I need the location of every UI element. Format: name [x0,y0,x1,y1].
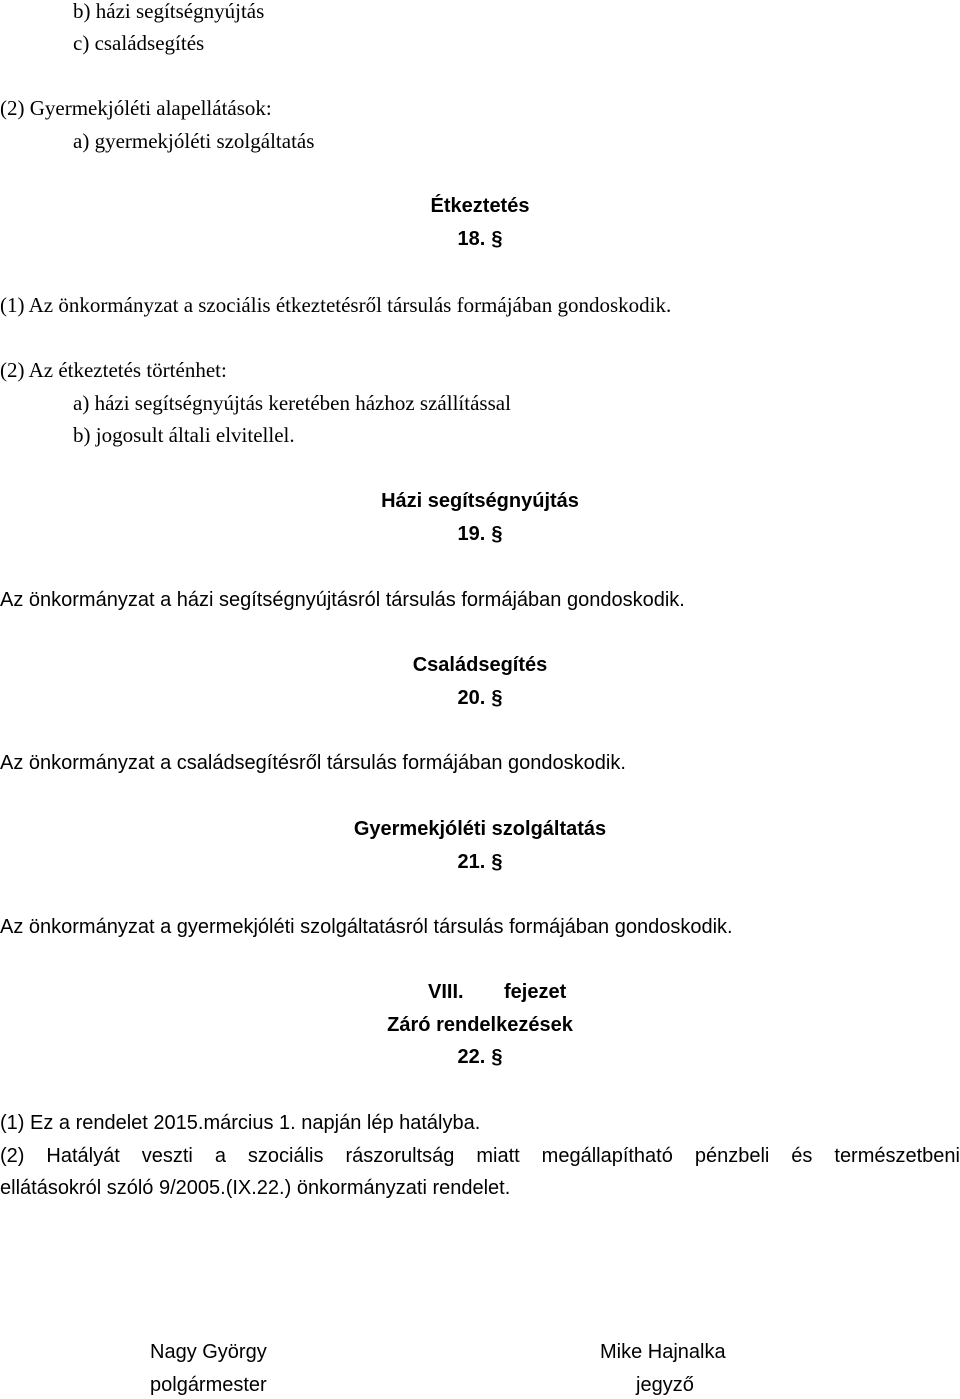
section-20-title: Családsegítés [412,654,548,676]
section-19-title: Házi segítségnyújtás [381,490,579,512]
section-18-para-1: (1) Az önkormányzat a szociális étkeztetésről társulás formájában gondoskodik. [0,293,672,317]
mayor-title: polgármester [150,1374,267,1396]
child-welfare-heading: (2) Gyermekjóléti alapellátások: [0,96,272,120]
list-item-b: b) házi segítségnyújtás [73,0,265,23]
section-20-number [0,684,960,712]
child-welfare-item-a: a) gyermekjóléti szolgáltatás [73,129,315,153]
chapter-numeral: VIII. [428,981,464,1003]
section-19-text: Az önkormányzat a házi segítségnyújtásról társulás formájában gondoskodik. [0,589,685,611]
section-18-para-2-b: b) jogosult általi elvitellel. [73,423,295,447]
section-18-para-2-a: a) házi segítségnyújtás keretében házhoz szállítással [73,391,511,415]
section-18-title: Étkeztetés [430,195,530,217]
mayor-name: Nagy György [150,1341,267,1363]
section-number: 22. [457,1046,486,1068]
section-number: 20. [457,687,486,709]
section-21-text: Az önkormányzat a gyermekjóléti szolgáltatásról társulás formájában gondoskodik. [0,916,733,938]
chapter-label: fejezet [504,981,567,1003]
section-22-para-2-line-2: ellátásokról szóló 9/2005.(IX.22.) önkormányzati rendelet. [0,1177,511,1199]
section-18-para-2-intro: (2) Az étkeztetés történhet: [0,358,227,382]
section-22-number [0,1043,960,1071]
section-20-text: Az önkormányzat a családsegítésről társulás formájában gondoskodik. [0,752,626,774]
section-sign: § [491,687,503,709]
section-number: 19. [457,523,486,545]
chapter-title: Záró rendelkezések [387,1014,573,1036]
section-19-number [0,520,960,548]
section-22-para-2-line-1: (2) Hatályát veszti a szociális rászorultság miatt megállapítható pénzbeli és természetbeni [0,1145,960,1167]
section-sign: § [491,523,503,545]
list-item-c: c) családsegítés [73,31,205,55]
section-22-para-1: (1) Ez a rendelet 2015.március 1. napján lép hatályba. [0,1112,481,1134]
section-sign: § [491,228,503,250]
notary-name: Mike Hajnalka [600,1341,726,1363]
section-18-number [0,225,960,253]
section-number: 18. [457,228,486,250]
section-number: 21. [457,851,486,873]
notary-title: jegyző [636,1374,694,1396]
section-21-number [0,848,960,876]
section-21-title: Gyermekjóléti szolgáltatás [353,818,607,840]
section-sign: § [491,1046,503,1068]
section-sign: § [491,851,503,873]
